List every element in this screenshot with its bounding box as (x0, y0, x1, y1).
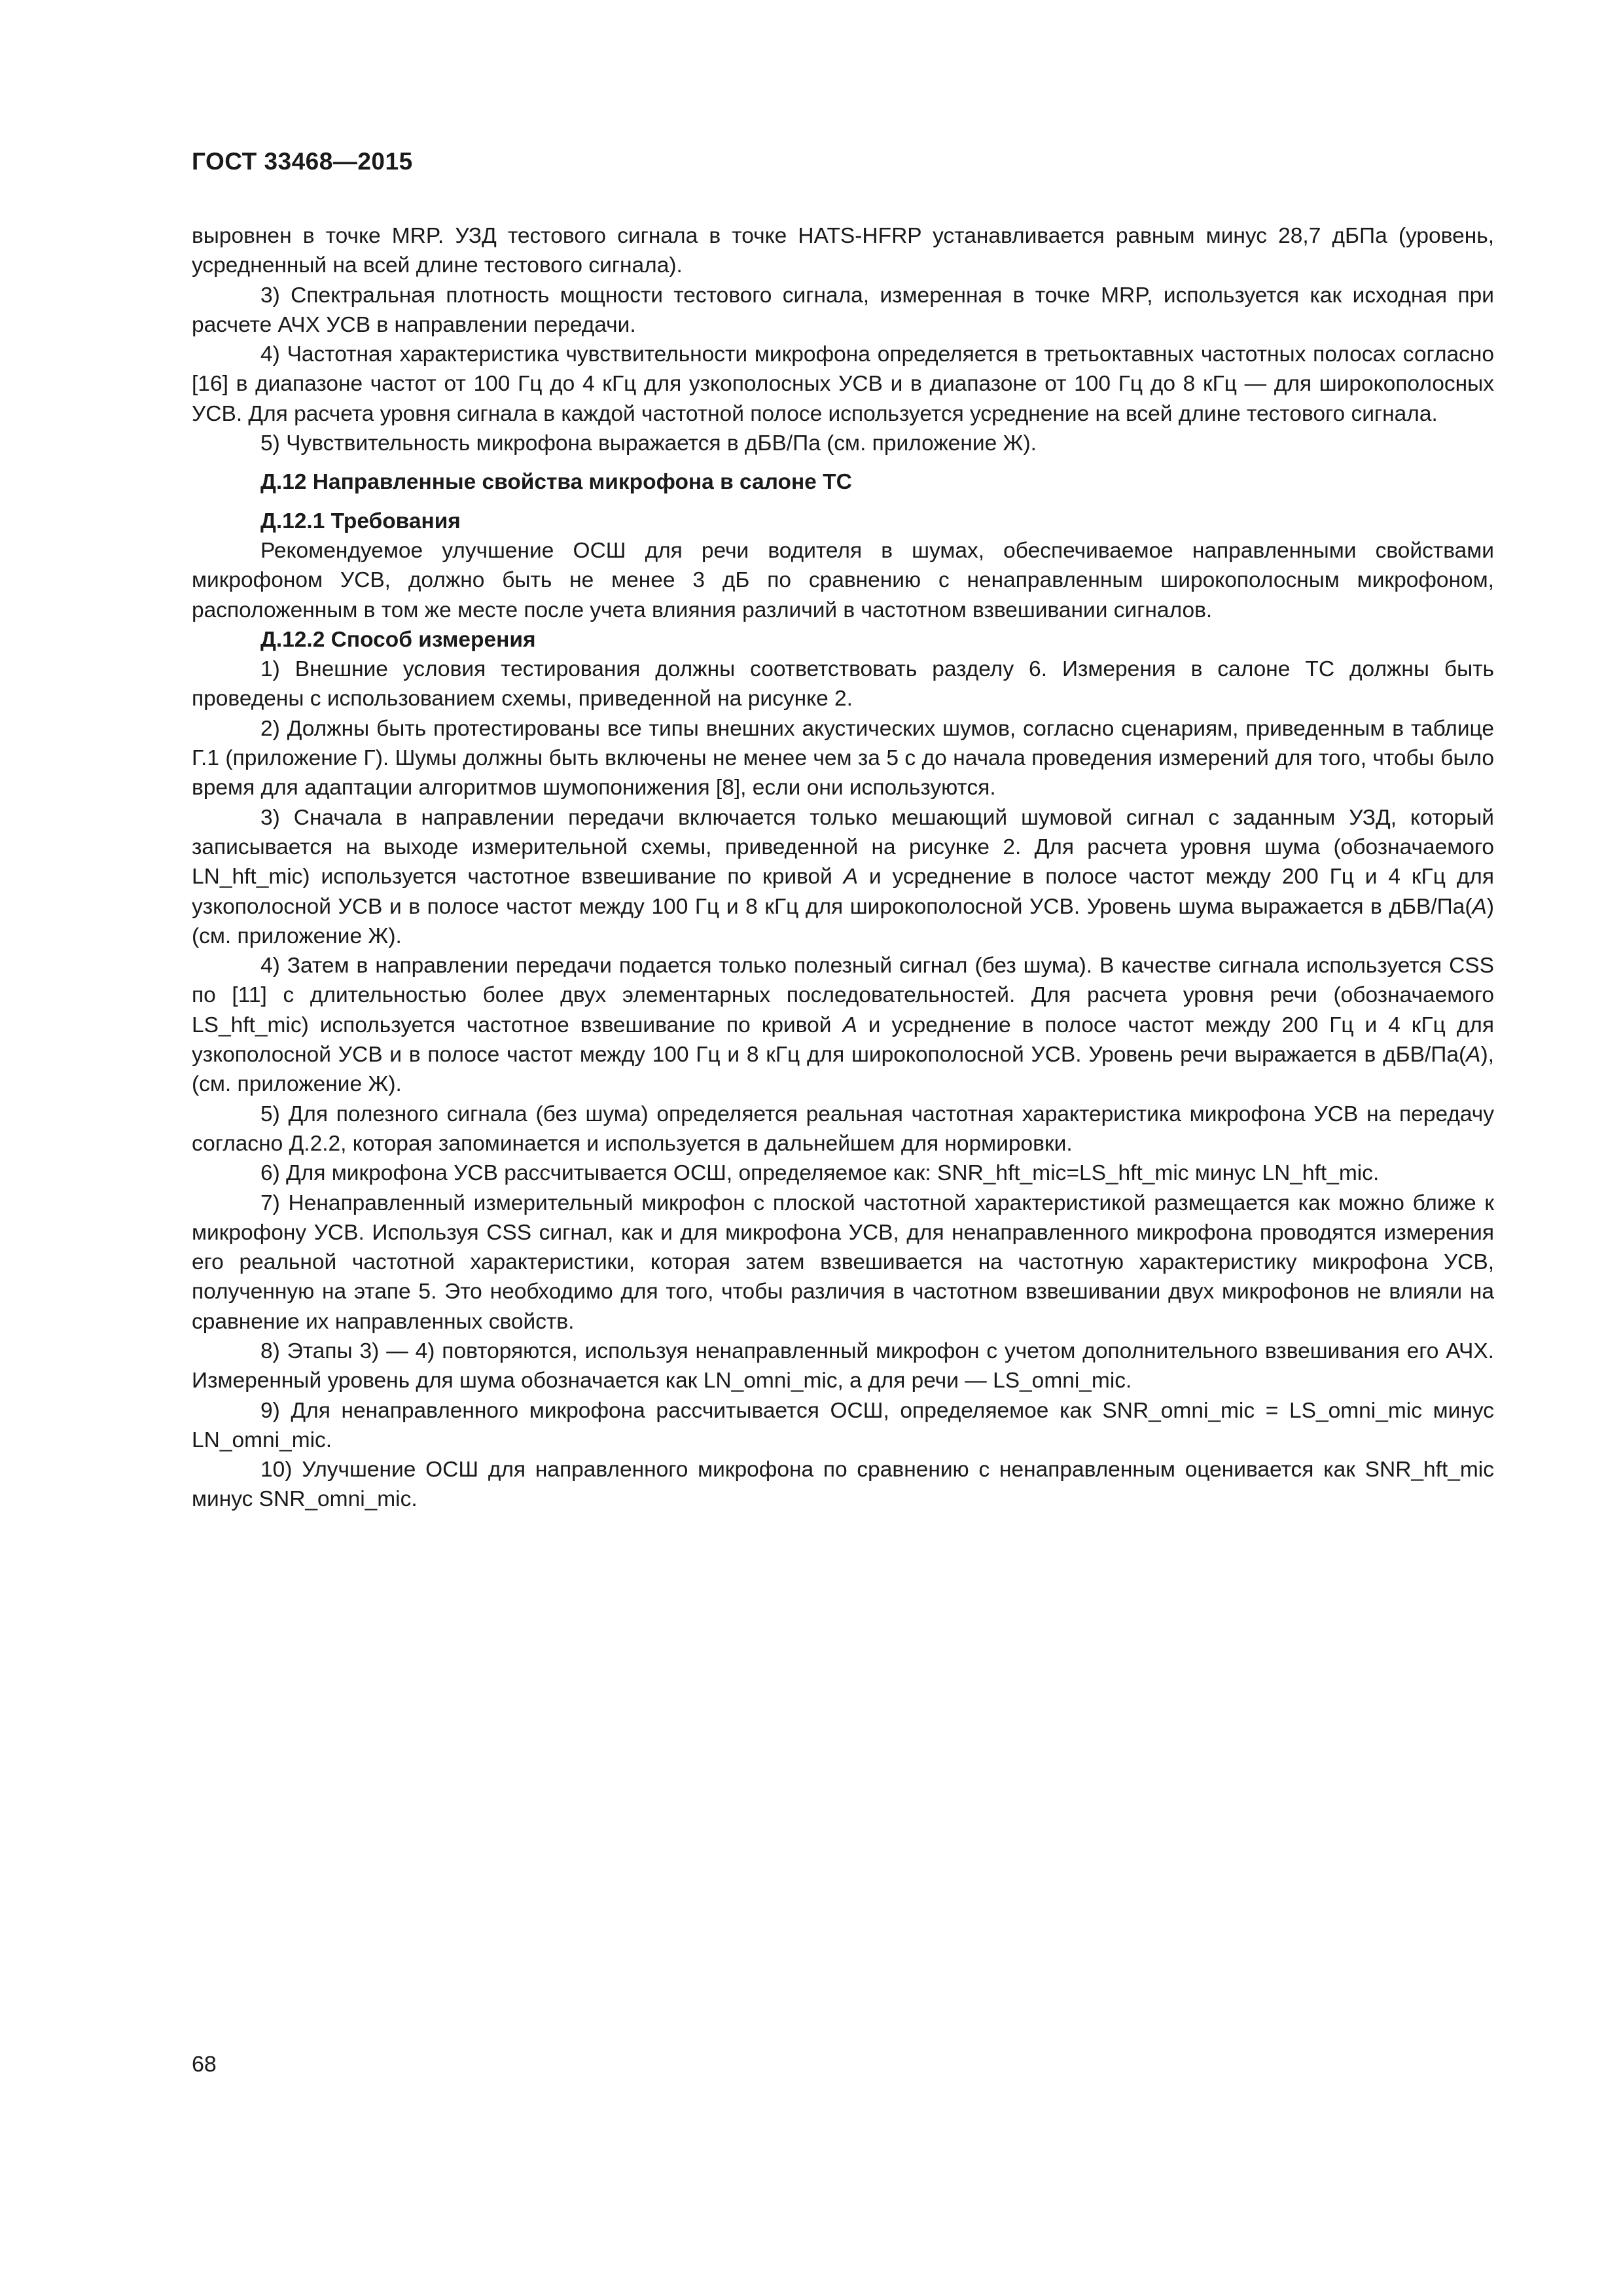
paragraph: 10) Улучшение ОСШ для направленного микрофона по сравнению с ненаправленным оценивается как SNR_hft_mic минус SNR_omni_mic. (192, 1458, 1494, 1512)
text-run: 4) Затем в направлении передачи подается только полезный сигнал (без шума). В качестве сигнала используется CSS по [11] с длительностью более двух элементарных последовательностей. Для расчета уровня речи (обозначаемого LS_hft_mic) используется частотное взвешивание по кривой (192, 954, 1494, 1037)
paragraph: 2) Должны быть протестированы все типы внешних акустических шумов, согласно сценариям, приведенным в таблице Г.1 (приложение Г). Шумы должны быть включены не менее чем за 5 с до начала проведения измерений для того, чтобы было время для адаптации алгоритмов шумопонижения [8], если они используются. (192, 716, 1494, 800)
document-header: ГОСТ 33468—2015 (192, 148, 413, 175)
subsection-heading: Д.12.1 Требования (260, 509, 461, 533)
section-heading: Д.12 Направленные свойства микрофона в салоне ТС (260, 470, 852, 495)
paragraph (192, 951, 1494, 1099)
subsection-heading: Д.12.2 Способ измерения (260, 627, 536, 652)
italic-symbol: A (1466, 1043, 1481, 1067)
paragraph: 5) Чувствительность микрофона выражается в дБВ/Па (см. приложение Ж). (260, 431, 1037, 456)
paragraph: выровнен в точке MRP. УЗД тестового сигнала в точке HATS-HFRP устанавливается равным минус 28,7 дБПа (уровень, усредненный на всей длине тестового сигнала). (192, 224, 1494, 278)
text-run: ) (см. приложение Ж). (192, 894, 1494, 948)
spacer (192, 497, 1494, 507)
paragraph (192, 803, 1494, 951)
text-run: 3) Сначала в направлении передачи включается только мешающий шумовой сигнал с заданным УЗД, который записывается на выходе измерительной схемы, приведенной на рисунке 2. Для расчета уровня шума (обозначаемого LN_hft_mic) используется частотное взвешивание по кривой (192, 805, 1494, 889)
paragraph: 6) Для микрофона УСВ рассчитывается ОСШ, определяемое как: SNR_hft_mic=LS_hft_mic минус LN_hft_mic. (260, 1161, 1380, 1186)
page-number: 68 (192, 2052, 217, 2077)
spacer (192, 458, 1494, 467)
italic-symbol: A (842, 1013, 857, 1037)
document-body (192, 221, 1494, 1515)
text-run: и усреднение в полосе частот между 200 Гц и 4 кГц для узкополосной УСВ и в полосе частот между 100 Гц и 8 кГц для широкополосной УСВ. Уровень шума выражается в дБВ/Па( (192, 865, 1494, 919)
italic-symbol: A (1472, 894, 1487, 919)
paragraph: 8) Этапы 3) — 4) повторяются, используя ненаправленный микрофон с учетом дополнительного взвешивания его АЧХ. Измеренный уровень для шума обозначается как LN_omni_mic, а для речи — LS_omni_mic. (192, 1338, 1494, 1393)
paragraph: 7) Ненаправленный измерительный микрофон с плоской частотной характеристикой размещается как можно ближе к микрофону УСВ. Используя CSS сигнал, как и для микрофона УСВ, для ненаправленного микрофона проводятся измерения его реальной частотной характеристики, которая затем взвешивается на частотную характеристику микрофона УСВ, полученную на этапе 5. Это необходимо для того, чтобы различия в частотном взвешивании двух микрофонов не влияли на сравнение их направленных свойств. (192, 1191, 1494, 1334)
text-run: и усреднение в полосе частот между 200 Гц и 4 кГц для узкополосной УСВ и в полосе частот между 100 Гц и 8 кГц для широкополосной УСВ. Уровень речи выражается в дБВ/Па( (192, 1013, 1494, 1067)
paragraph: 1) Внешние условия тестирования должны соответствовать разделу 6. Измерения в салоне ТС должны быть проведены с использованием схемы, приведенной на рисунке 2. (192, 657, 1494, 711)
text-run: ), (см. приложение Ж). (192, 1043, 1494, 1097)
paragraph: 4) Частотная характеристика чувствительности микрофона определяется в третьоктавных частотных полосах согласно [16] в диапазоне частот от 100 Гц до 4 кГц для узкополосных УСВ и в диапазоне от 100 Гц до 8 кГц — для широкополосных УСВ. Для расчета уровня сигнала в каждой частотной полосе используется усреднение на всей длине тестового сигнала. (192, 342, 1494, 426)
paragraph: 5) Для полезного сигнала (без шума) определяется реальная частотная характеристика микрофона УСВ на передачу согласно Д.2.2, которая запоминается и используется в дальнейшем для нормировки. (192, 1102, 1494, 1156)
italic-symbol: A (843, 865, 859, 889)
paragraph: 9) Для ненаправленного микрофона рассчитывается ОСШ, определяемое как SNR_omni_mic = LS_omni_mic минус LN_omni_mic. (192, 1398, 1494, 1452)
paragraph: Рекомендуемое улучшение ОСШ для речи водителя в шумах, обеспечиваемое направленными свойствами микрофоном УСВ, должно быть не менее 3 дБ по сравнению с ненаправленным широкополосным микрофоном, расположенным в том же месте после учета влияния различий в частотном взвешивании сигналов. (192, 538, 1494, 622)
paragraph: 3) Спектральная плотность мощности тестового сигнала, измеренная в точке MRP, используется как исходная при расчете АЧХ УСВ в направлении передачи. (192, 283, 1494, 337)
